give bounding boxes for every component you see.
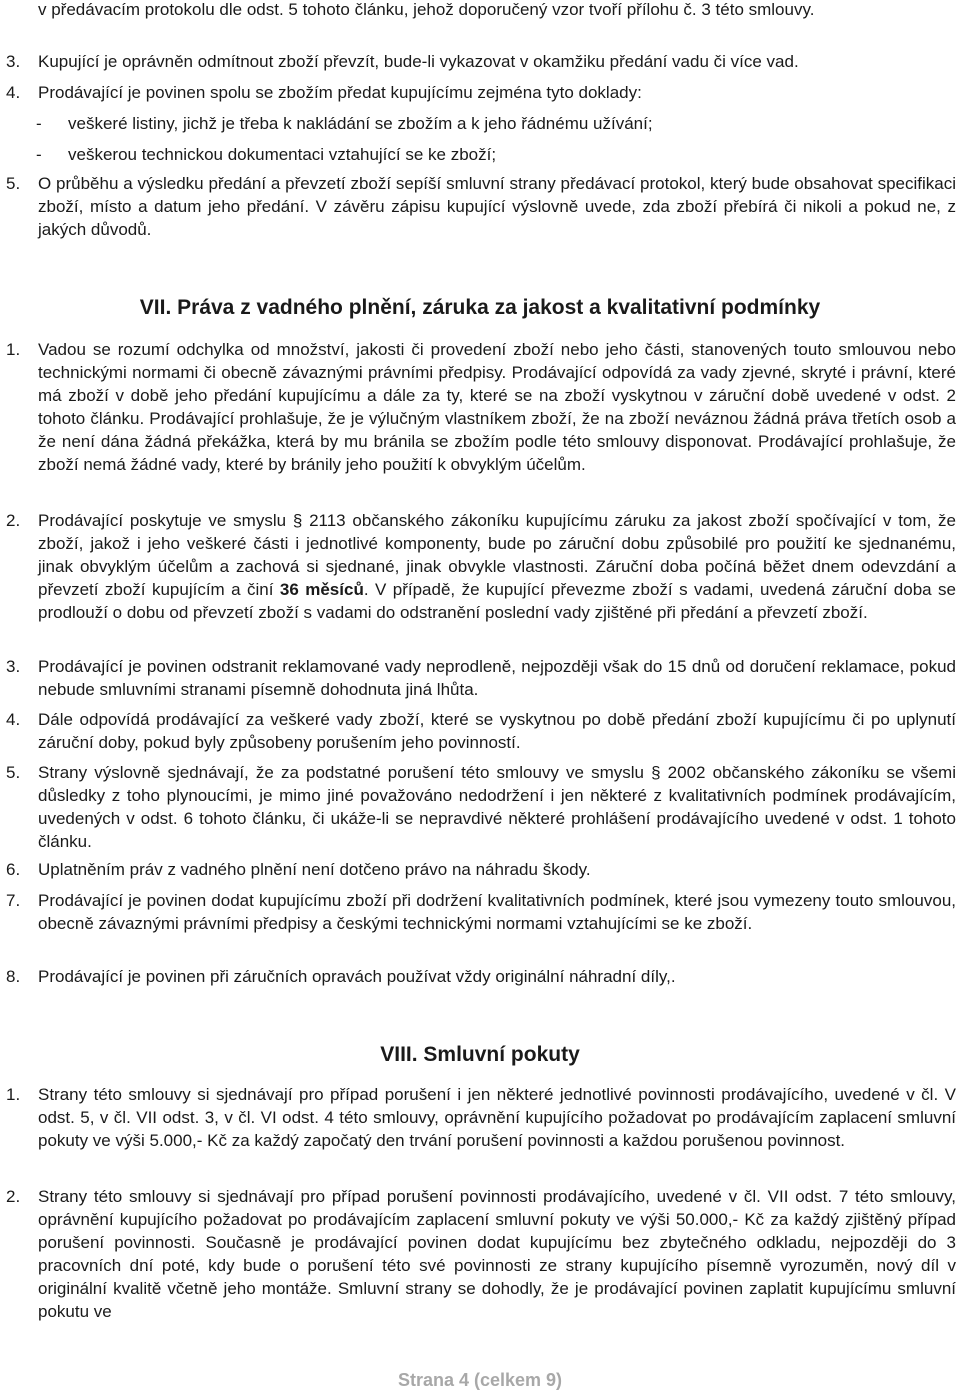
item-text: Strany výslovně sjednávají, že za podstatné porušení této smlouvy ve smyslu § 2002 občanského zákoníku se všemi důsledky z toho plynoucími, je mimo jiné považováno nedodržení i jen některé z kvalitativních podmínek prodávajícím, uvedených v odst. 6 tohoto článku, či ukáže-li se nepravdivé některé prohlášení prodávajícího uvedené v odst. 1 tohoto článku. (38, 763, 956, 851)
item-text: O průběhu a výsledku předání a převzetí zboží sepíší smluvní strany předávací protokol, který bude obsahovat specifikaci zboží, místo a datum jeho předání. V závěru zápisu kupující výslovně uvede, zda zboží přebírá či nikoli a pokud ne, z jakých důvodů. (38, 174, 956, 239)
item-text: Strany této smlouvy si sjednávají pro případ porušení povinnosti prodávajícího, uvedené v čl. VII odst. 7 této smlouvy, oprávnění kupujícího požadovat po prodávajícím zaplacení smluvní pokuty ve výši 50.000,- Kč za každý zjištěný případ porušení povinnosti. Současně je prodávající povinen dodat kupujícímu bez zbytečného odkladu, nejpozději do 3 pracovních dní poté, kdy bude o porušení této své povinnosti ze strany kupujícího písemně vyrozuměn, nový díl v originální kvalitě včetně jeho montáže. Smluvní strany se dohodly, že je prodávající povinen zaplatit kupujícímu smluvní pokutu ve (38, 1187, 956, 1321)
item-number: 5. (6, 763, 21, 782)
list-item (36, 112, 653, 135)
item-text-part: Prodávající poskytuje ve smyslu § 2113 občanského zákoníku kupujícímu záruku za jakost zboží spočívající v tom, že zboží, jakož i jeho veškeré části i jednotlivé komponenty, bude po záruční dobu způsobilé pro použití ke sjednanému, jinak obvyklým účelům a zachová si sjednané, jinak obvykle vlastnosti. Záruční doba počíná běžet dnem odevzdání a převzetí zboží kupujícím a činí (38, 511, 956, 599)
item-text: Uplatněním práv z vadného plnění není dotčeno právo na náhradu škody. (38, 860, 591, 879)
section-heading: VIII. Smluvní pokuty (380, 1043, 580, 1066)
continuation-paragraph: v předávacím protokolu dle odst. 5 tohoto článku, jehož doporučený vzor tvoří přílohu č. 3 této smlouvy. (38, 0, 815, 19)
item-text: Vadou se rozumí odchylka od množství, jakosti či provedení zboží nebo jeho části, stanovených touto smlouvou nebo technickými normami či obecně závaznými právními předpisy. Prodávající odpovídá za vady zjevné, skryté i právní, které má zboží v době jeho předání kupujícímu a dále za ty, které se na zboží vyskytnou v záruční době uvedené v odst. 2 tohoto článku. Prodávající prohlašuje, že je výlučným vlastníkem zboží, že na zboží neváznou žádná práva třetích osob a že není dána žádná překážka, která by mu bránila se zbožím podle této smlouvy disponovat. Prodávající prohlašuje, že zboží nemá žádné vady, které by bránily jeho použití k obvyklým účelům. (38, 340, 956, 474)
item-number: 4. (6, 710, 21, 729)
item-text: Dále odpovídá prodávající za veškeré vady zboží, které se vyskytnou po době předání zboží kupujícímu či po uplynutí záruční doby, pokud byly způsobeny porušením jeho povinností. (38, 710, 956, 752)
bullet-dash: - (36, 145, 42, 164)
item-number: 6. (6, 860, 21, 879)
item-number: 3. (6, 52, 21, 71)
item-number: 1. (6, 1085, 21, 1104)
item-text: Prodávající je povinen dodat kupujícímu zboží při dodržení kvalitativních podmínek, které jsou vymezeny touto smlouvou, obecně závaznými právními předpisy a českými technickými normami vztahujícími se ke zboží. (38, 891, 956, 933)
warranty-period: 36 měsíců (279, 580, 364, 599)
list-item-text: veškeré listiny, jichž je třeba k nakládání se zbožím a k jeho řádnému užívání; (68, 114, 653, 133)
item-number: 3. (6, 657, 21, 676)
item-number: 4. (6, 83, 21, 102)
list-item (36, 143, 496, 166)
item-number: 2. (6, 1187, 21, 1206)
item-text-part: . V případě, že kupující převezme zboží s vadami, uvedená záruční doba se prodlouží o dobu od převzetí zboží s vadami do odstranění poslední vady zjištěné při předání a převzetí zboží. (38, 580, 956, 622)
item-number: 1. (6, 340, 21, 359)
item-number: 8. (6, 967, 21, 986)
section-heading: VII. Práva z vadného plnění, záruka za jakost a kvalitativní podmínky (139, 296, 821, 319)
bullet-dash: - (36, 114, 42, 133)
item-text: Kupující je oprávněn odmítnout zboží převzít, bude-li vykazovat v okamžiku předání vadu či více vad. (38, 52, 799, 71)
page-footer: Strana 4 (celkem 9) (397, 1370, 563, 1390)
item-number: 5. (6, 174, 21, 193)
item-text: Prodávající je povinen při záručních opravách používat vždy originální náhradní díly,. (38, 967, 676, 986)
item-text (38, 509, 956, 624)
item-text: Prodávající je povinen odstranit reklamované vady neprodleně, nejpozději však do 15 dnů od doručení reklamace, pokud nebude smluvními stranami písemně dohodnuta jiná lhůta. (38, 657, 956, 699)
item-text: Prodávající je povinen spolu se zbožím předat kupujícímu zejména tyto doklady: (38, 83, 642, 102)
item-number: 7. (6, 891, 21, 910)
item-number: 2. (6, 511, 21, 530)
list-item-text: veškerou technickou dokumentaci vztahující se ke zboží; (68, 145, 497, 164)
item-text: Strany této smlouvy si sjednávají pro případ porušení i jen některé jednotlivé povinnosti prodávajícího, uvedené v čl. V odst. 5, v čl. VII odst. 3, v čl. VI odst. 4 této smlouvy, oprávnění kupujícího požadovat po prodávajícím zaplacení smluvní pokuty ve výši 5.000,- Kč za každý započatý den trvání porušení povinnosti a každou porušenou povinnost. (38, 1085, 956, 1150)
